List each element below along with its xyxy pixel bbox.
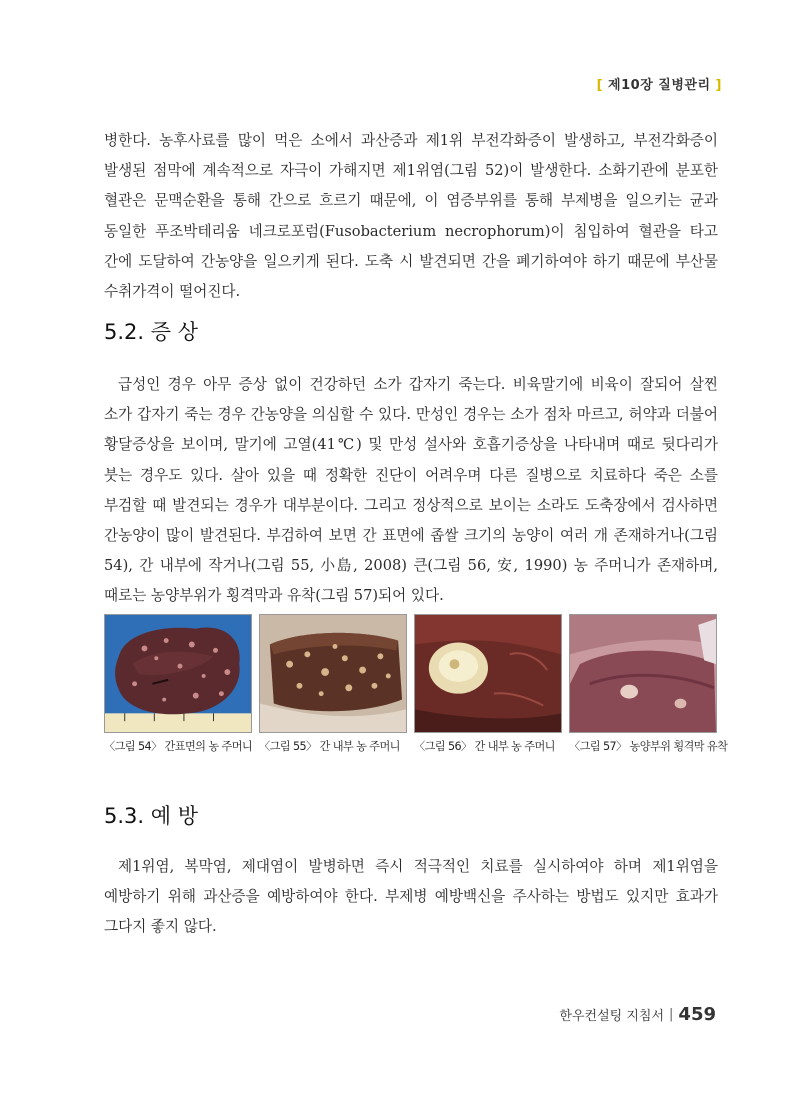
- figure-56: [414, 614, 562, 754]
- liver-cut-small-abscess-photo: [259, 614, 407, 733]
- book-title: 한우컨설팅 지침서: [559, 1009, 665, 1024]
- chapter-tag-text: 제10장 질병관리: [608, 78, 711, 93]
- bracket-close: ]: [715, 78, 722, 93]
- figure-57-caption: 〈그림 57〉 농양부위 횡격막 유착: [569, 740, 728, 753]
- figure-55: [259, 614, 407, 754]
- figure-57: [569, 614, 728, 754]
- figure-54: [104, 614, 252, 754]
- diaphragm-adhesion-photo: [569, 614, 717, 733]
- symptoms-paragraph: 급성인 경우 아무 증상 없이 건강하던 소가 갑자기 죽는다. 비육말기에 비육이 잘되어 살찐 소가 갑자기 죽는 경우 간농양을 의심할 수 있다. 만성인 경우는 소가 점차 마르고, 허약과 더불어 황달증상을 보이며, 말기에 고열(41℃) 및 만성 설사와 호흡기증상을 나타내며 때로 뒷다리가 붓는 경우도 있다. 살아 있을 때 정확한 진단이 어려우며 다른 질병으로 치료하다 죽은 소를 부검할 때 발견되는 경우가 대부분이다. 그리고 정상적으로 보이는 소라도 도축장에서 검사하면 간농양이 많이 발견된다. 부검하여 보면 간 표면에 좁쌀 크기의 농양이 여러 개 존재하거나(그림 54), 간 내부에 작거나(그림 55, 小島, 2008) 큰(그림 56, 安, 1990) 농 주머니가 존재하며, 때로는 농양부위가 횡격막과 유착(그림 57)되어 있다.: [104, 376, 718, 605]
- chapter-tag: [597, 74, 722, 93]
- liver-large-abscess-photo: [414, 614, 562, 733]
- intro-paragraph: 병한다. 농후사료를 많이 먹은 소에서 과산증과 제1위 부전각화증이 발생하고, 부전각화증이 발생된 점막에 계속적으로 자극이 가해지면 제1위염(그림 52)이 발생한다. 소화기관에 분포한 혈관은 문맥순환을 통해 간으로 흐르기 때문에, 이 염증부위를 통해 부제병을 일으키는 균과 동일한 푸조박테리움 네크로포럼(Fusobacterium necrophorum)이 침입하여 혈관을 타고 간에 도달하여 간농양을 일으키게 된다. 도축 시 발견되면 간을 폐기하여야 하기 때문에 부산물 수취가격이 떨어진다.: [104, 132, 718, 301]
- figure-55-caption: 〈그림 55〉 간 내부 농 주머니: [259, 740, 400, 753]
- symptoms-heading: 5.2. 증 상: [104, 320, 198, 344]
- page-number: 459: [678, 1004, 716, 1025]
- figure-56-caption: 〈그림 56〉 간 내부 농 주머니: [414, 740, 555, 753]
- bracket-open: [: [596, 78, 604, 93]
- footer-separator: |: [669, 1007, 674, 1022]
- page-footer: [559, 1004, 716, 1025]
- figure-54-caption: 〈그림 54〉 간표면의 농 주머니: [104, 740, 253, 753]
- prevention-heading: 5.3. 예 방: [104, 804, 198, 828]
- prevention-paragraph: 제1위염, 복막염, 제대염이 발병하면 즉시 적극적인 치료를 실시하여야 하며 제1위염을 예방하기 위해 과산증을 예방하여야 한다. 부제병 예방백신을 주사하는 방법도 있지만 효과가 그다지 좋지 않다.: [104, 858, 718, 936]
- liver-surface-photo: [104, 614, 252, 733]
